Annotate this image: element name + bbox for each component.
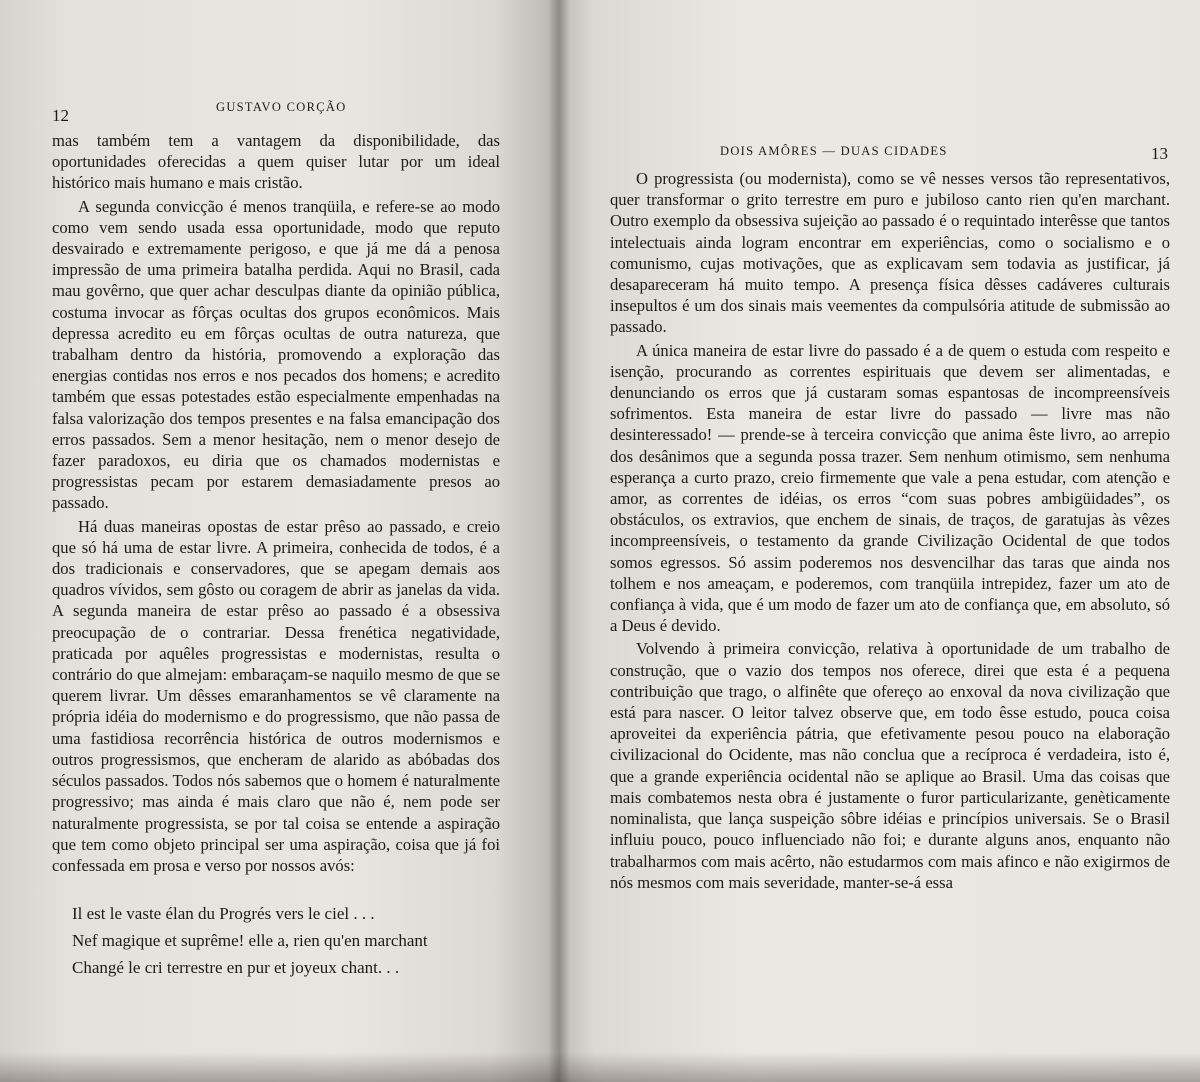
running-head: GUSTAVO CORÇÃO <box>216 100 347 114</box>
page-number: 13 <box>1151 144 1168 163</box>
paragraph: A única maneira de estar livre do passado é a de quem o estuda com respeito e isenção, procurando as correntes espirituais que devem ser alimentadas, e denunciando os erros que já custaram somas espantosas de incompreensíveis sofrimentos. Esta maneira de estar livre do passado — livre mas não desinteressado! — prende-se à terceira convicção que anima êste livro, ao arrepio dos desânimos que a segunda possa trazer. Sem nenhum otimismo, sem nenhuma esperança a curto prazo, creio firmemente que vale a pena estudar, com atenção e amor, as correntes de idéias, os erros “com suas pobres ambigüidades”, os obstáculos, os extravios, que enchem de sinais, de traços, de garatujas às vêzes incompreensíveis, o testamento da grande Civilização Ocidental de que todos somos egressos. Só assim poderemos nos desvencilhar das taras que ainda nos tolhem e nos ameaçam, e poderemos, com tranqüila intrepidez, fazer um ato de confiança à vida, que é um modo de fazer um ato de confiança que, em absoluto, só a Deus é devido. <box>610 340 1170 636</box>
verse-line: Nef magique et suprême! elle a, rien qu'en marchant <box>72 931 428 951</box>
page-number: 12 <box>52 106 69 125</box>
paragraph: mas também tem a vantagem da disponibilidade, das oportunidades oferecidas a quem quiser lutar por um ideal histórico mais humano e mais cristão. <box>52 131 500 193</box>
left-page <box>0 0 560 1082</box>
right-page-header <box>610 138 1170 168</box>
right-page <box>556 0 1200 1082</box>
paragraph: Há duas maneiras opostas de estar prêso ao passado, e creio que só há uma de estar livre. A primeira, conhecida de todos, é a dos tradicionais e conservadores, que se apegam demais aos quadros vívidos, sem gôsto ou coragem de abrir as janelas da vida. A segunda maneira de estar prêso ao passado é a obsessiva preocupação de o contrariar. Dessa frenética negatividade, praticada por aquêles progressistas e modernistas, resulta o contrário do que almejam: embaraçam-se naquilo mesmo de que se querem livrar. Um dêsses emaranhamentos se vê claramente na própria idéia do modernismo e do progressismo, que não passa de uma fastidiosa recorrência histórica de outros modernismos e outros progressismos, que encheram de alarido as abóbadas dos séculos passados. Todos nós sabemos que o homem é naturalmente progressivo; mas ainda é mais claro que não é, nem pode ser naturalmente progressista, se por tal coisa se entende a aspiração que tem como objeto principal ser uma aspiração, coisa que já foi confessada em prosa e verso por nossos avós: <box>52 516 500 875</box>
paragraph: A segunda convicção é menos tranqüila, e refere-se ao modo como vem sendo usada essa oportunidade, modo que reputo desvairado e extremamente perigoso, e que já me dá a penosa impressão de uma primeira batalha perdida. Aqui no Brasil, cada mau govêrno, que quer achar desculpas diante da opinião pública, costuma invocar as fôrças ocultas dos grupos econômicos. Mais depressa acredito eu em fôrças ocultas de outra natureza, que trabalham dentro da história, promovendo a exploração das energias contidas nos erros e nos pecados dos homens; e acredito também que essas potestades estão especialmente empenhadas na falsa valorização dos tempos presentes e na falsa emancipação dos erros passados. Sem a menor hesitação, nem o menor desejo de fazer paradoxos, eu diria que os chamados modernistas e progressistas pecam por estarem demasiadamente presos ao passado. <box>52 196 500 513</box>
paragraph: O progressista (ou modernista), como se vê nesses versos tão representativos, quer transformar o grito terrestre em puro e jubiloso canto rien qu'en marchant. Outro exemplo da obsessiva sujeição ao passado é o requintado interêsse que tantos intelectuais ainda logram encontrar em experiências, como o socialismo e o comunismo, cujas motivações, que as explicavam sem todavia as justificar, já desapareceram há muito tempo. A presença física dêsses cadáveres culturais insepultos é um dos sinais mais veementes da compulsória atitude de submissão ao passado. <box>610 169 1170 337</box>
paragraph: Volvendo à primeira convicção, relativa à oportunidade de um trabalho de construção, que o vazio dos tempos nos oferece, direi que esta é a pequena contribuição que trago, o alfinête que ofereço ao enxoval da nova civilização que está para nascer. O leitor talvez observe que, em todo êsse estudo, pouca coisa aproveitei da experiência pátria, que efetivamente pesou pouco na elaboração civilizacional do Ocidente, mas não conclua que a recíproca é verdadeira, isto é, que a grande experiência ocidental não se aplique ao Brasil. Uma das coisas que mais combatemos nesta obra é justamente o furor particularizante, genèticamente nominalista, que lança suspeição sôbre idéias e princípios universais. Se o Brasil influiu pouco, pouco influenciado não foi; e durante alguns anos, enquanto não trabalharmos com mais acêrto, não estudarmos com mais afinco e não exigirmos de nós mesmos com mais severidade, manter-se-á essa <box>610 639 1170 892</box>
verse-line: Il est le vaste élan du Progrés vers le ciel . . . <box>72 904 375 924</box>
book-gutter <box>548 0 570 1082</box>
page-bottom-shadow <box>0 1052 1200 1082</box>
left-page-header <box>52 100 500 130</box>
verse-line: Changé le cri terrestre en pur et joyeux chant. . . <box>72 958 400 978</box>
running-head: DOIS AMÔRES — DUAS CIDADES <box>720 144 948 158</box>
verse-quote <box>72 900 500 981</box>
